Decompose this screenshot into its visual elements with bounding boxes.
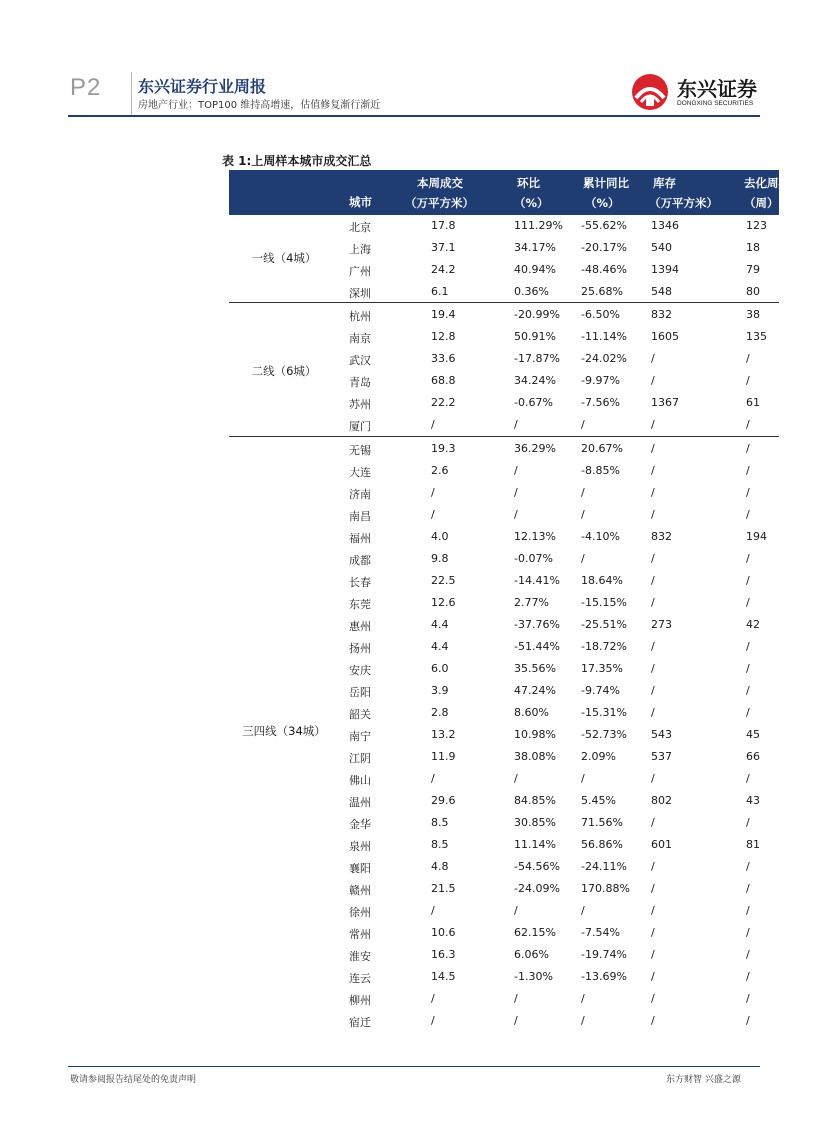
cell-week-volume: 8.5 [431, 816, 449, 829]
cell-city: 深圳 [349, 287, 371, 300]
cell-yoy: -55.62% [581, 219, 627, 232]
cell-inventory: 1605 [651, 330, 679, 343]
cell-yoy: / [581, 1014, 585, 1027]
logo-text: 东兴证券 [677, 77, 757, 101]
cell-cycle: / [746, 882, 750, 895]
cell-inventory: / [651, 926, 655, 939]
cell-cycle: / [746, 860, 750, 873]
cell-mom: -24.09% [514, 882, 560, 895]
cell-cycle: 194 [746, 530, 767, 543]
cell-cycle: / [746, 816, 750, 829]
group-separator [229, 436, 779, 437]
header-mom-unit: （%） [514, 196, 549, 210]
cell-mom: 84.85% [514, 794, 556, 807]
cell-cycle: 79 [746, 263, 760, 276]
table-row [229, 348, 779, 370]
cell-inventory: 548 [651, 285, 672, 298]
table-row [229, 237, 779, 259]
cell-city: 赣州 [349, 884, 371, 897]
cell-city: 韶关 [349, 708, 371, 721]
cell-inventory: / [651, 706, 655, 719]
cell-mom: -17.87% [514, 352, 560, 365]
cell-cycle: / [746, 948, 750, 961]
cell-mom: / [514, 486, 518, 499]
cell-inventory: 832 [651, 308, 672, 321]
cell-yoy: -6.50% [581, 308, 620, 321]
cell-cycle: / [746, 464, 750, 477]
cell-mom: -54.56% [514, 860, 560, 873]
cell-yoy: 5.45% [581, 794, 616, 807]
cell-cycle: / [746, 352, 750, 365]
cell-yoy: -15.31% [581, 706, 627, 719]
cell-yoy: -8.85% [581, 464, 620, 477]
cell-yoy: -52.73% [581, 728, 627, 741]
cell-inventory: 1367 [651, 396, 679, 409]
cell-mom: 6.06% [514, 948, 549, 961]
cell-yoy: / [581, 552, 585, 565]
table-row [229, 724, 779, 746]
cell-week-volume: 17.8 [431, 219, 456, 232]
cell-yoy: -48.46% [581, 263, 627, 276]
cell-inventory: / [651, 860, 655, 873]
cell-inventory: / [651, 486, 655, 499]
header-yoy: 累计同比 [583, 176, 629, 190]
table-row [229, 326, 779, 348]
cell-city: 宿迁 [349, 1016, 371, 1029]
table-row [229, 304, 779, 326]
cell-mom: / [514, 772, 518, 785]
cell-week-volume: 4.8 [431, 860, 449, 873]
header-inventory-unit: （万平方米） [649, 196, 718, 210]
footer-rule [68, 1066, 760, 1067]
cell-mom: 11.14% [514, 838, 556, 851]
cell-inventory: / [651, 904, 655, 917]
cell-cycle: 135 [746, 330, 767, 343]
cell-week-volume: / [431, 1014, 435, 1027]
cell-city: 柳州 [349, 994, 371, 1007]
cell-cycle: / [746, 418, 750, 431]
cell-mom: 50.91% [514, 330, 556, 343]
cell-week-volume: 37.1 [431, 241, 456, 254]
cell-mom: / [514, 508, 518, 521]
cell-cycle: / [746, 970, 750, 983]
cell-yoy: / [581, 904, 585, 917]
cell-city: 泉州 [349, 840, 371, 853]
table-row [229, 900, 779, 922]
cell-city: 福州 [349, 532, 371, 545]
table-title: 表 1:上周样本城市成交汇总 [222, 154, 372, 168]
cell-cycle: / [746, 926, 750, 939]
cell-cycle: / [746, 596, 750, 609]
cell-cycle: / [746, 706, 750, 719]
cell-inventory: / [651, 662, 655, 675]
header-cycle-unit: （周） [744, 196, 779, 210]
cell-week-volume: 2.6 [431, 464, 449, 477]
cell-inventory: 540 [651, 241, 672, 254]
cell-inventory: / [651, 418, 655, 431]
cell-city: 江阴 [349, 752, 371, 765]
cell-city: 金华 [349, 818, 371, 831]
cell-yoy: -7.54% [581, 926, 620, 939]
cell-inventory: / [651, 574, 655, 587]
disclaimer-note: 敬请参阅报告结尾处的免责声明 [70, 1075, 197, 1085]
cell-yoy: 18.64% [581, 574, 623, 587]
cell-yoy: 17.35% [581, 662, 623, 675]
cell-city: 北京 [349, 221, 371, 234]
table-row [229, 812, 779, 834]
cell-inventory: / [651, 948, 655, 961]
logo-mark-icon [630, 72, 674, 112]
cell-mom: / [514, 1014, 518, 1027]
cell-yoy: 25.68% [581, 285, 623, 298]
cell-city: 常州 [349, 928, 371, 941]
cell-city: 济南 [349, 488, 371, 501]
cell-inventory: 832 [651, 530, 672, 543]
cell-inventory: / [651, 772, 655, 785]
cell-week-volume: 19.4 [431, 308, 456, 321]
cell-inventory: / [651, 374, 655, 387]
cell-yoy: 20.67% [581, 442, 623, 455]
table-row [229, 922, 779, 944]
table-row [229, 438, 779, 460]
cell-mom: / [514, 464, 518, 477]
cell-yoy: -18.72% [581, 640, 627, 653]
header-cycle: 去化周期 [744, 176, 790, 190]
cell-week-volume: 21.5 [431, 882, 456, 895]
table-row [229, 414, 779, 436]
cell-week-volume: 22.2 [431, 396, 456, 409]
table-row [229, 966, 779, 988]
cell-mom: 111.29% [514, 219, 563, 232]
cell-yoy: / [581, 992, 585, 1005]
cell-city: 成都 [349, 554, 371, 567]
cell-cycle: / [746, 574, 750, 587]
cell-mom: 34.24% [514, 374, 556, 387]
cell-yoy: 71.56% [581, 816, 623, 829]
table-row [229, 658, 779, 680]
cell-mom: 8.60% [514, 706, 549, 719]
cell-cycle: 38 [746, 308, 760, 321]
cell-mom: -14.41% [514, 574, 560, 587]
cell-city: 东莞 [349, 598, 371, 611]
cell-week-volume: / [431, 904, 435, 917]
cell-cycle: / [746, 662, 750, 675]
table-row [229, 878, 779, 900]
cell-mom: -1.30% [514, 970, 553, 983]
cell-city: 武汉 [349, 354, 371, 367]
cell-cycle: / [746, 640, 750, 653]
cell-week-volume: 11.9 [431, 750, 456, 763]
cell-inventory: / [651, 552, 655, 565]
cell-mom: 36.29% [514, 442, 556, 455]
cell-city: 南宁 [349, 730, 371, 743]
cell-inventory: / [651, 684, 655, 697]
cell-week-volume: 3.9 [431, 684, 449, 697]
cell-week-volume: 4.4 [431, 640, 449, 653]
cell-city: 淮安 [349, 950, 371, 963]
cell-mom: / [514, 418, 518, 431]
cell-inventory: / [651, 352, 655, 365]
cell-week-volume: 29.6 [431, 794, 456, 807]
cell-mom: 40.94% [514, 263, 556, 276]
cell-week-volume: / [431, 486, 435, 499]
cell-cycle: 42 [746, 618, 760, 631]
cell-inventory: 273 [651, 618, 672, 631]
cell-week-volume: 68.8 [431, 374, 456, 387]
cell-mom: / [514, 992, 518, 1005]
cell-yoy: -24.11% [581, 860, 627, 873]
cell-yoy: 56.86% [581, 838, 623, 851]
cell-yoy: / [581, 508, 585, 521]
cell-inventory: / [651, 464, 655, 477]
cell-cycle: / [746, 992, 750, 1005]
cell-city: 南昌 [349, 510, 371, 523]
cell-yoy: -19.74% [581, 948, 627, 961]
cell-city: 上海 [349, 243, 371, 256]
table-row [229, 834, 779, 856]
cell-city: 南京 [349, 332, 371, 345]
cell-week-volume: 4.0 [431, 530, 449, 543]
header-city: 城市 [349, 195, 372, 209]
cell-cycle: 61 [746, 396, 760, 409]
cell-yoy: -11.14% [581, 330, 627, 343]
cell-mom: -0.67% [514, 396, 553, 409]
cell-mom: 62.15% [514, 926, 556, 939]
cell-inventory: 802 [651, 794, 672, 807]
table-row [229, 944, 779, 966]
table-row [229, 215, 779, 237]
cell-city: 扬州 [349, 642, 371, 655]
cell-city: 杭州 [349, 310, 371, 323]
cell-cycle: / [746, 684, 750, 697]
cell-inventory: / [651, 508, 655, 521]
table-row [229, 460, 779, 482]
table-row [229, 392, 779, 414]
cell-yoy: / [581, 418, 585, 431]
cell-inventory: / [651, 970, 655, 983]
cell-mom: -37.76% [514, 618, 560, 631]
cell-inventory: 601 [651, 838, 672, 851]
cell-week-volume: / [431, 418, 435, 431]
cell-yoy: / [581, 772, 585, 785]
cell-mom: 47.24% [514, 684, 556, 697]
cell-mom: 38.08% [514, 750, 556, 763]
table-row [229, 259, 779, 281]
cell-inventory: 1394 [651, 263, 679, 276]
cell-inventory: / [651, 1014, 655, 1027]
cell-yoy: -24.02% [581, 352, 627, 365]
cell-mom: 2.77% [514, 596, 549, 609]
cell-week-volume: / [431, 992, 435, 1005]
page-number: P2 [70, 74, 102, 101]
cell-cycle: / [746, 486, 750, 499]
cell-mom: 35.56% [514, 662, 556, 675]
table-row [229, 504, 779, 526]
cell-cycle: 18 [746, 241, 760, 254]
cell-week-volume: 4.4 [431, 618, 449, 631]
report-title: 东兴证券行业周报 [138, 77, 267, 96]
cell-yoy: -4.10% [581, 530, 620, 543]
cell-cycle: / [746, 1014, 750, 1027]
group-label-tier2: 二线（6城） [251, 364, 317, 378]
cell-week-volume: 33.6 [431, 352, 456, 365]
cell-cycle: 80 [746, 285, 760, 298]
cell-mom: -51.44% [514, 640, 560, 653]
cell-mom: 0.36% [514, 285, 549, 298]
cell-cycle: / [746, 374, 750, 387]
table-row [229, 482, 779, 504]
table-row [229, 526, 779, 548]
cell-week-volume: 22.5 [431, 574, 456, 587]
cell-week-volume: 2.8 [431, 706, 449, 719]
report-subtitle: 房地产行业：TOP100 维持高增速，估值修复渐行渐近 [138, 100, 381, 111]
cell-city: 安庆 [349, 664, 371, 677]
cell-inventory: / [651, 442, 655, 455]
cell-city: 连云 [349, 972, 371, 985]
table-row [229, 1010, 779, 1032]
cell-week-volume: / [431, 772, 435, 785]
cell-week-volume: 16.3 [431, 948, 456, 961]
cell-mom: 30.85% [514, 816, 556, 829]
cell-city: 徐州 [349, 906, 371, 919]
cell-city: 温州 [349, 796, 371, 809]
header-separator [131, 72, 132, 116]
cell-cycle: 43 [746, 794, 760, 807]
cell-cycle: 66 [746, 750, 760, 763]
header-yoy-unit: （%） [585, 196, 620, 210]
cell-yoy: -20.17% [581, 241, 627, 254]
cell-inventory: 543 [651, 728, 672, 741]
cell-city: 襄阳 [349, 862, 371, 875]
table-row [229, 548, 779, 570]
table-row [229, 370, 779, 392]
header-week-volume: 本周成交 [417, 176, 463, 190]
cell-mom: 12.13% [514, 530, 556, 543]
group-label-tier1: 一线（4城） [251, 251, 317, 265]
table-row [229, 592, 779, 614]
cell-cycle: 123 [746, 219, 767, 232]
cell-city: 青岛 [349, 376, 371, 389]
cell-city: 苏州 [349, 398, 371, 411]
table-row [229, 746, 779, 768]
header-inventory: 库存 [653, 176, 676, 190]
cell-mom: / [514, 904, 518, 917]
cell-yoy: -13.69% [581, 970, 627, 983]
cell-inventory: 1346 [651, 219, 679, 232]
cell-cycle: / [746, 442, 750, 455]
table-row [229, 988, 779, 1010]
cell-yoy: -15.15% [581, 596, 627, 609]
cell-week-volume: 6.1 [431, 285, 449, 298]
logo-english-text: DONGXING SECURITIES [677, 100, 754, 107]
cell-week-volume: 19.3 [431, 442, 456, 455]
table-row [229, 702, 779, 724]
cell-inventory: / [651, 882, 655, 895]
cell-week-volume: 9.8 [431, 552, 449, 565]
cell-yoy: -9.97% [581, 374, 620, 387]
header-rule [68, 115, 760, 117]
cell-yoy: 170.88% [581, 882, 630, 895]
cell-week-volume: / [431, 508, 435, 521]
cell-cycle: / [746, 508, 750, 521]
cell-week-volume: 10.6 [431, 926, 456, 939]
table-row [229, 281, 779, 303]
cell-inventory: / [651, 640, 655, 653]
header-mom: 环比 [517, 176, 540, 190]
cell-mom: 34.17% [514, 241, 556, 254]
cell-city: 惠州 [349, 620, 371, 633]
company-logo [630, 72, 760, 114]
cell-city: 佛山 [349, 774, 371, 787]
cell-inventory: / [651, 992, 655, 1005]
footer-slogan: 东方财智 兴盛之源 [666, 1075, 741, 1085]
table-row [229, 636, 779, 658]
cell-city: 大连 [349, 466, 371, 479]
table-row [229, 790, 779, 812]
table-row [229, 614, 779, 636]
cell-city: 无锡 [349, 444, 371, 457]
cell-mom: -0.07% [514, 552, 553, 565]
table-row [229, 856, 779, 878]
cell-inventory: 537 [651, 750, 672, 763]
cell-yoy: 2.09% [581, 750, 616, 763]
cell-city: 长春 [349, 576, 371, 589]
cell-week-volume: 12.8 [431, 330, 456, 343]
cell-inventory: / [651, 816, 655, 829]
cell-cycle: / [746, 772, 750, 785]
cell-week-volume: 13.2 [431, 728, 456, 741]
table-row [229, 570, 779, 592]
group-label-tier3: 三四线（34城） [242, 724, 326, 738]
cell-cycle: 81 [746, 838, 760, 851]
cell-yoy: / [581, 486, 585, 499]
cell-yoy: -25.51% [581, 618, 627, 631]
cell-week-volume: 6.0 [431, 662, 449, 675]
cell-city: 岳阳 [349, 686, 371, 699]
cell-city: 厦门 [349, 420, 371, 433]
header-week-unit: （万平方米） [405, 196, 474, 210]
cell-week-volume: 14.5 [431, 970, 456, 983]
cell-inventory: / [651, 596, 655, 609]
table-header [229, 170, 790, 215]
cell-yoy: -7.56% [581, 396, 620, 409]
cell-cycle: / [746, 904, 750, 917]
table-row [229, 680, 779, 702]
cell-city: 广州 [349, 265, 371, 278]
cell-cycle: / [746, 552, 750, 565]
cell-week-volume: 8.5 [431, 838, 449, 851]
cell-mom: 10.98% [514, 728, 556, 741]
cell-week-volume: 24.2 [431, 263, 456, 276]
cell-mom: -20.99% [514, 308, 560, 321]
cell-week-volume: 12.6 [431, 596, 456, 609]
table-row [229, 768, 779, 790]
cell-yoy: -9.74% [581, 684, 620, 697]
cell-cycle: 45 [746, 728, 760, 741]
